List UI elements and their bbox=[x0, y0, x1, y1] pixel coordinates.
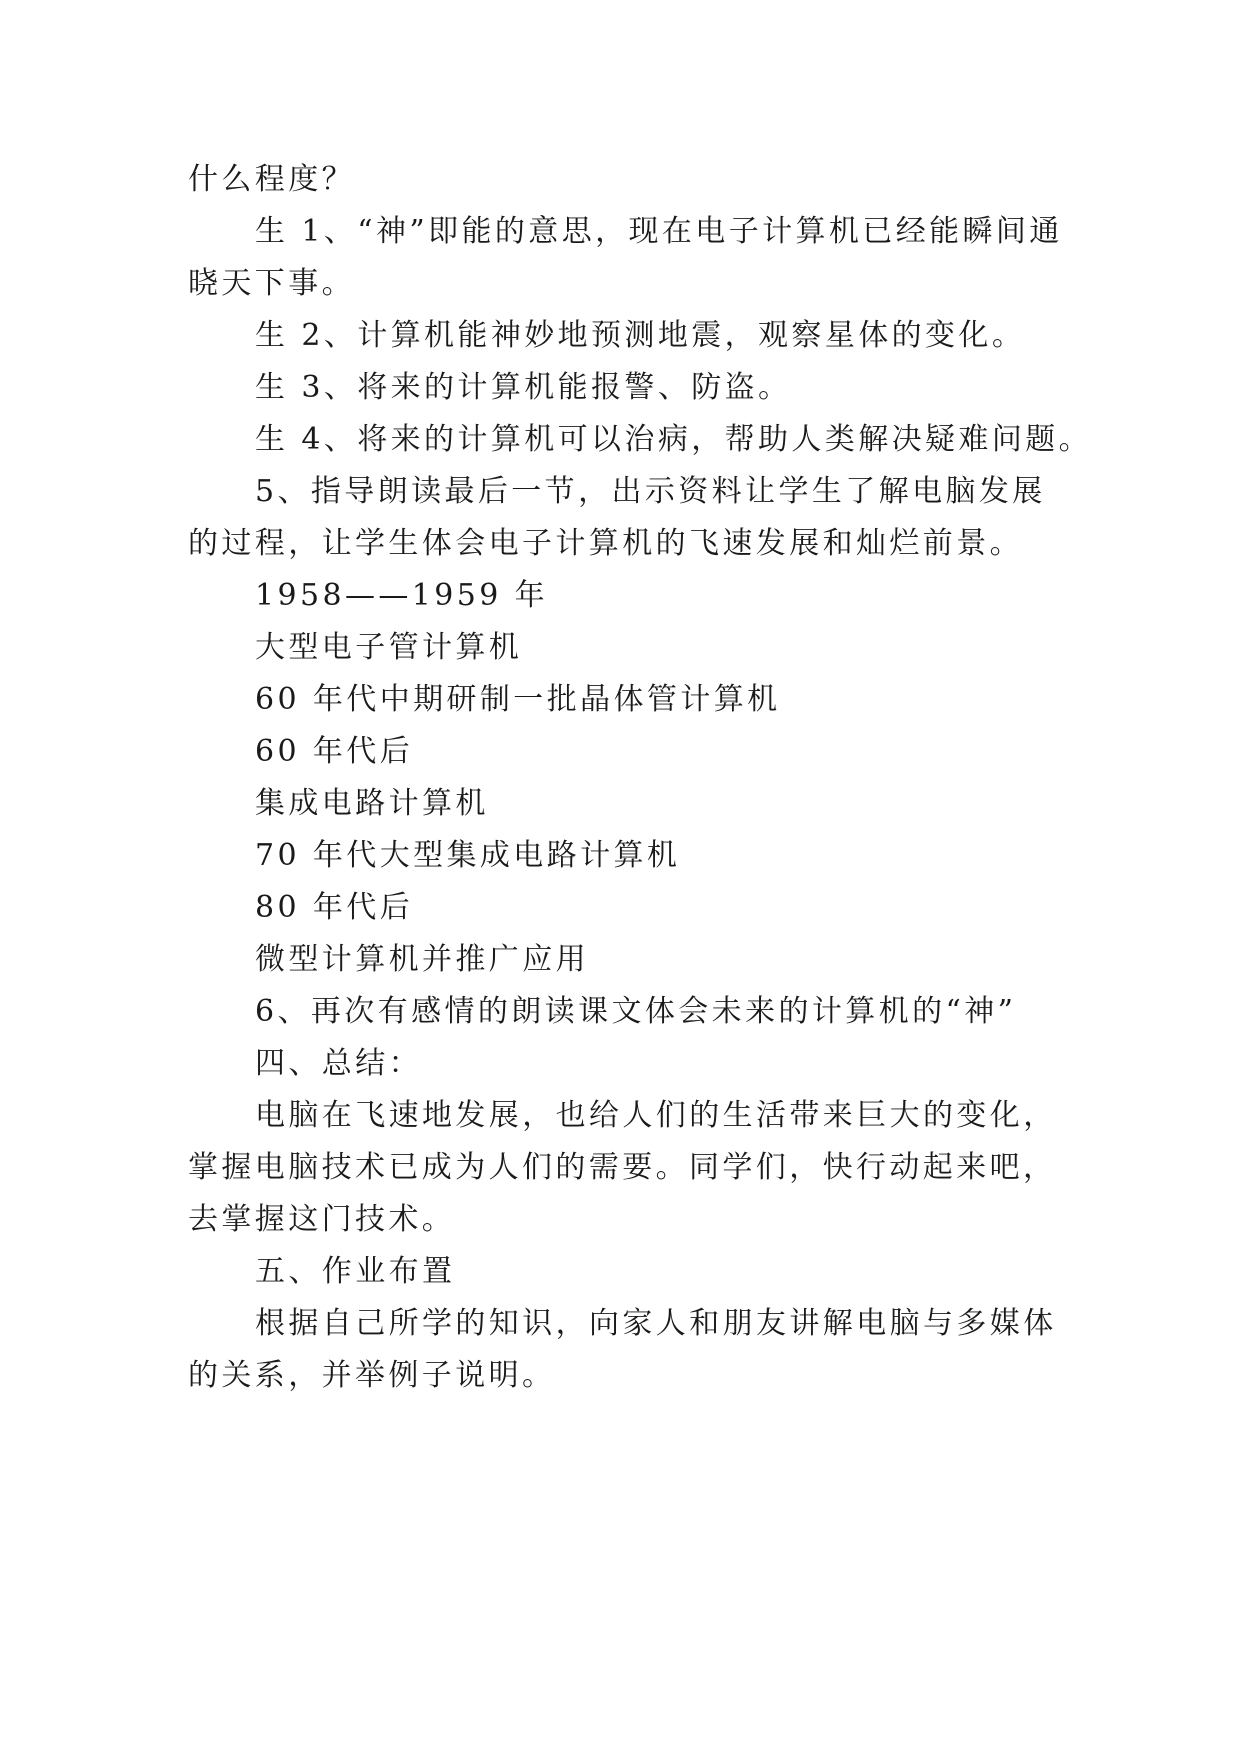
text-line: 根据自己所学的知识，向家人和朋友讲解电脑与多媒体 bbox=[255, 1306, 1057, 1341]
text-line: 60 年代后 bbox=[255, 734, 414, 769]
section-heading: 五、作业布置 bbox=[255, 1254, 456, 1289]
text-line: 生 1、“神”即能的意思，现在电子计算机已经能瞬间通 bbox=[255, 214, 1063, 249]
text-line: 生 3、将来的计算机能报警、防盗。 bbox=[255, 370, 792, 405]
text-line: 60 年代中期研制一批晶体管计算机 bbox=[255, 682, 781, 717]
text-line: 生 4、将来的计算机可以治病，帮助人类解决疑难问题。 bbox=[255, 422, 1093, 457]
text-line: 集成电路计算机 bbox=[255, 786, 489, 821]
text-line: 微型计算机并推广应用 bbox=[255, 942, 589, 977]
text-line: 掌握电脑技术已成为人们的需要。同学们，快行动起来吧， bbox=[188, 1150, 1057, 1185]
text-line: 生 2、计算机能神妙地预测地震，观察星体的变化。 bbox=[255, 318, 1026, 353]
text-line: 80 年代后 bbox=[255, 890, 414, 925]
text-line: 电脑在飞速地发展，也给人们的生活带来巨大的变化， bbox=[255, 1098, 1057, 1133]
text-line: 70 年代大型集成电路计算机 bbox=[255, 838, 681, 873]
text-line: 大型电子管计算机 bbox=[255, 630, 523, 665]
text-line: 晓天下事。 bbox=[188, 266, 355, 301]
text-line: 什么程度？ bbox=[188, 162, 355, 197]
text-line: 的过程，让学生体会电子计算机的飞速发展和灿烂前景。 bbox=[188, 526, 1023, 561]
text-line: 5、指导朗读最后一节，出示资料让学生了解电脑发展 bbox=[255, 474, 1046, 509]
section-heading: 四、总结： bbox=[255, 1046, 422, 1081]
text-line: 1958——1959 年 bbox=[255, 578, 549, 613]
text-line: 去掌握这门技术。 bbox=[188, 1202, 456, 1237]
text-line: 的关系，并举例子说明。 bbox=[188, 1358, 556, 1393]
text-line: 6、再次有感情的朗读课文体会未来的计算机的“神” bbox=[255, 994, 1017, 1029]
